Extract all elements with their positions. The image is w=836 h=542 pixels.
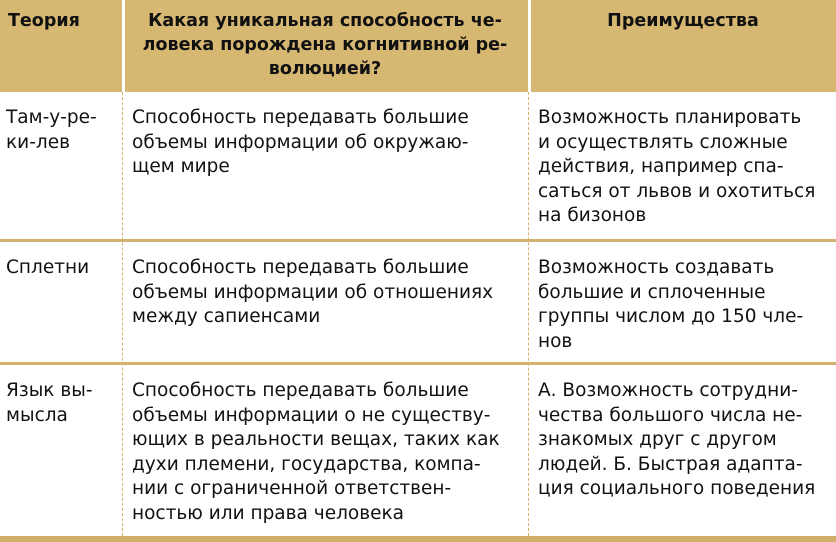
- cell-theory: Сплетни: [6, 257, 90, 278]
- bottom-rule: [0, 536, 836, 542]
- table-row: [0, 365, 836, 536]
- header-theory: Теория: [8, 11, 80, 31]
- table-row: [0, 92, 836, 239]
- cell-advantages: Возможность создавать большие и сплоченные группы числом до 150 чле- нов: [538, 257, 804, 352]
- cell-advantages: А. Возможность сотрудни- чества большого числа не- знакомых друг с другом людей. Б. Быстрая адапта- ция социального поведения: [538, 380, 816, 499]
- cell-advantages: Возможность планировать и осуществлять сложные действия, например спа- саться от львов и охотиться на бизонов: [538, 107, 816, 226]
- header-advantages: Преимущества: [607, 11, 759, 31]
- header-separator: [528, 0, 531, 92]
- cell-ability: Способность передавать большие объемы информации о не существу- ющих в реальности вещах, таких как духи племени, государства, компа- нии с ограниченной ответствен- ностью или права человека: [132, 380, 500, 524]
- table-row: [0, 242, 836, 362]
- cell-ability: Способность передавать большие объемы информации об окружаю- щем мире: [132, 107, 469, 177]
- cell-theory: Там-у-ре- ки-лев: [6, 107, 97, 153]
- header-separator: [122, 0, 125, 92]
- cell-theory: Язык вы- мысла: [6, 380, 93, 426]
- header-ability: Какая уникальная способность че- ловека порождена когнитивной ре- волюцией?: [142, 11, 508, 79]
- cell-ability: Способность передавать большие объемы информации об отношениях между сапиенсами: [132, 257, 494, 327]
- column-divider: [122, 92, 123, 536]
- column-divider: [528, 92, 529, 536]
- table-header: [0, 0, 836, 92]
